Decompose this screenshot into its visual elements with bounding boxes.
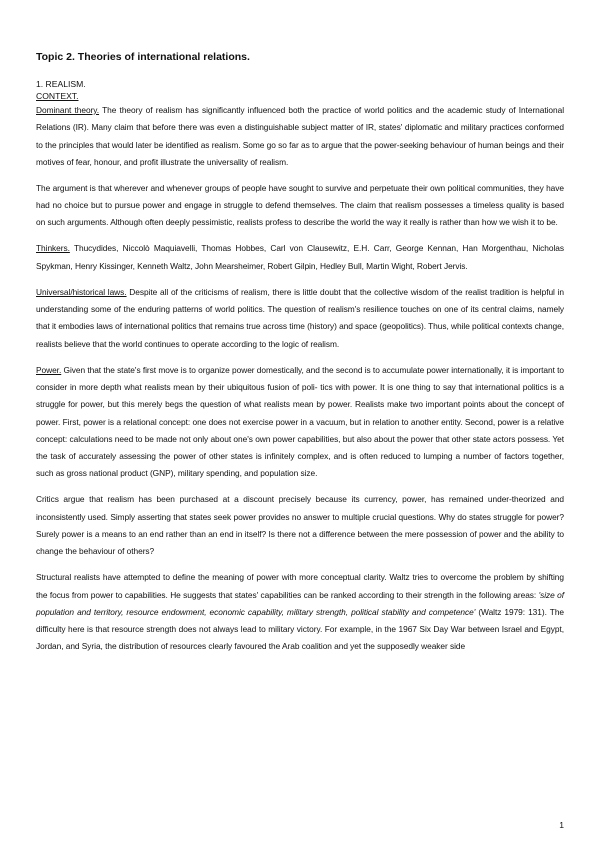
paragraph-text: The theory of realism has significantly influenced both the practice of world politics and the academic study of International Relations (IR). Many claim that before there was even a distinguishable subject matter of IR, states' diplomatic and military practices conformed to the principles that would later be identified as realism. Some go so far as to argue that the power-seeking behaviour of human beings and their motives of fear, honour, and profit illustrate the universality of realism.: [36, 105, 564, 167]
paragraph-text: (Waltz 1979: 131). The difficulty here is that resource strength does not always lead to military victory. For example, in the 1967 Six Day War between Israel and Egypt, Jordan, and Syria, the distribution of resources clearly favoured the Arab coalition and yet the supposedly weaker side: [36, 606, 564, 652]
paragraph-argument: [36, 180, 564, 232]
paragraph-structural-realists: [36, 569, 564, 655]
page-number: 1: [559, 820, 564, 830]
paragraph-lead: Thinkers.: [36, 243, 70, 254]
paragraph-text: Thucydides, Niccolò Maquiavelli, Thomas Hobbes, Carl von Clausewitz, E.H. Carr, George Kennan, Han Morgenthau, Nicholas Spykman, Henry Kissinger, Kenneth Waltz, John Mearsheimer, Robert Gilpin, Hedley Bull, Martin Wight, Robert Jervis.: [36, 243, 564, 271]
paragraph-text: Given that the state's first move is to organize power domestically, and the second is to accumulate power internationally, it is important to consider in more depth what realists mean by their ubiquitous fusion of poli- tics with power. It is one thing to say that international politics is a struggle for power, but this merely begs the question of what realists mean by power. Realists make two important points about the concept of power. First, power is a relational concept: one does not exercise power in a vacuum, but in relation to another entity. Second, power is a relative concept: calculations need to be made not only about one's own power capabilities, but also about the power that other state actors possess. Yet the task of accurately assessing the power of other states is infinitely complex, and is often reduced to lumping a number of factors together, such as gross national product (GNP), military spending, and population size.: [36, 364, 564, 479]
paragraph-text: Critics argue that realism has been purchased at a discount precisely because its currency, power, has remained under-theorized and inconsistently used. Simply asserting that states seek power provides no answer to multiple crucial questions. Why do states struggle for power? Surely power is a means to an end rather than an end in itself? Is there not a difference between the mere possession of power and the ability to change the behaviour of others?: [36, 494, 564, 557]
paragraph-lead: Dominant theory.: [36, 105, 100, 115]
paragraph-lead: Power.: [36, 364, 62, 375]
italic-quote: 'size of population and territory, resource endowment, economic capability, military strength, political stability and competence': [36, 589, 564, 617]
paragraph-universal-laws: [36, 284, 564, 353]
paragraph-power: [36, 362, 564, 483]
paragraph-thinkers: [36, 240, 564, 275]
context-label: CONTEXT.: [36, 91, 79, 101]
paragraph-lead: Universal/historical laws.: [36, 286, 127, 297]
section-heading: 1. REALISM.: [36, 79, 86, 89]
paragraph-dominant-theory: [36, 102, 564, 171]
page-title: Topic 2. Theories of international relations.: [36, 51, 250, 63]
paragraph-text: The argument is that wherever and whenever groups of people have sought to survive and perpetuate their own political communities, they have had no choice but to pursue power and engage in struggle to defend themselves. The claim that realism possesses a timeless quality is based on such arguments. Although often deeply pessimistic, realists profess to describe the world the way it really is rather than how we wish it to be.: [36, 182, 564, 228]
paragraph-critics: [36, 491, 564, 560]
paragraph-text: Structural realists have attempted to define the meaning of power with more conceptual clarity. Waltz tries to overcome the problem by shifting the focus from power to capabilities. He suggests that states' capabilities can be ranked according to their strength in the following areas:: [36, 572, 564, 600]
paragraph-text: Despite all of the criticisms of realism, there is little doubt that the collective wisdom of the realist tradition is helpful in understanding some of the enduring patterns of world politics. The question of realism's resilience touches on one of its central claims, namely that it embodies laws of international politics that remains true across time (history) and space (geopolitics). Thus, while political contexts change, realists believe that the world continues to operate according to the logic of realism.: [36, 286, 565, 349]
